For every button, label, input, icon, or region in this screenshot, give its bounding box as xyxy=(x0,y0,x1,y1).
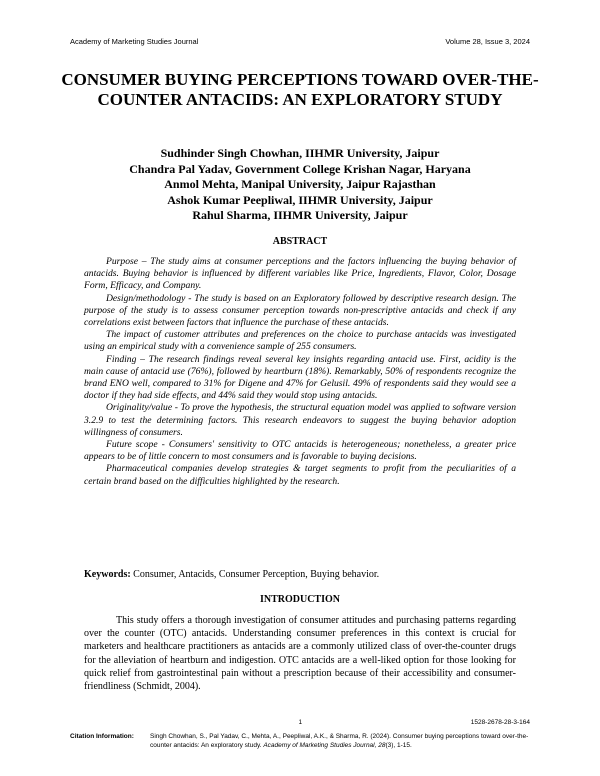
introduction-heading: INTRODUCTION xyxy=(259,594,340,605)
citation-main: Singh Chowhan, S., Pal Yadav, C., Mehta, A., Peepliwal, A.K., & Sharma, R. (2024). Consumer buying perceptions toward over-the-counter antacids: An exploratory study. xyxy=(150,733,529,749)
author-line: Ashok Kumar Peepliwal, IIHMR University, Jaipur xyxy=(167,192,433,207)
volume-issue: Volume 28, Issue 3, 2024 xyxy=(445,37,530,46)
keywords-label: Keywords: xyxy=(84,569,131,580)
citation-text xyxy=(150,733,530,750)
citation-journal: Academy of Marketing Studies Journal, 28 xyxy=(263,741,386,749)
author-line: Anmol Mehta, Manipal University, Jaipur Rajasthan xyxy=(164,177,436,192)
citation-label: Citation Information: xyxy=(70,733,134,740)
citation-tail: (3), 1-15. xyxy=(385,741,412,749)
abstract-paragraph: Originality/value - To prove the hypothesis, the structural equation model was applied to software version 3.2.9 to test the determining factors. This research endeavors to suggest the buying behavior adoption willingness of consumers. xyxy=(84,402,516,438)
issn: 1528-2678-28-3-164 xyxy=(470,719,530,726)
author-line: Rahul Sharma, IIHMR University, Jaipur xyxy=(192,208,408,223)
abstract-paragraph: Finding – The research findings reveal several key insights regarding antacid use. First, acidity is the main cause of antacid use (76%), followed by heartburn (18%). Remarkably, 50% of respondents recognize the brand ENO well, compared to 31% for Digene and 47% for Gelusil. 49% of respondents said they would see a doctor if they had side effects, and 44% said they would stop using antacids. xyxy=(84,353,516,402)
page-footer xyxy=(70,719,530,726)
abstract-paragraph: The impact of customer attributes and preferences on the choice to purchase antacids was investigated using an empirical study with a convenience sample of 255 consumers. xyxy=(84,329,516,353)
paper-title: CONSUMER BUYING PERCEPTIONS TOWARD OVER-THE-COUNTER ANTACIDS: AN EXPLORATORY STUDY xyxy=(61,70,539,109)
author-line: Chandra Pal Yadav, Government College Krishan Nagar, Haryana xyxy=(129,161,471,176)
abstract-paragraph: Purpose – The study aims at consumer perceptions and the factors influencing the buying behavior of antacids. Buying behavior is influenced by different variables like Price, Ingredients, Flavor, Color, Dosage Form, Efficacy, and Company. xyxy=(84,256,516,292)
abstract-heading: ABSTRACT xyxy=(272,236,328,247)
author-list xyxy=(60,146,540,224)
page-number: 1 xyxy=(298,719,303,726)
abstract-paragraph: Design/methodology - The study is based on an Exploratory followed by descriptive research design. The purpose of the study is to assess consumer perception towards non-prescriptive antacids and check if any correlations exist between factors that influence the purchase of these antacids. xyxy=(84,292,516,329)
citation-info xyxy=(70,733,530,750)
author-line: Sudhinder Singh Chowhan, IIHMR University, Jaipur xyxy=(160,146,440,160)
abstract-paragraph: Future scope - Consumers' sensitivity to OTC antacids is heterogeneous; nonetheless, a greater price appears to be of little concern to most consumers and is favorable to buying decisions. xyxy=(84,439,516,463)
keywords xyxy=(84,568,516,581)
journal-name: Academy of Marketing Studies Journal xyxy=(70,37,199,46)
introduction-body xyxy=(84,614,516,693)
abstract-body xyxy=(84,256,516,488)
keywords-text: Consumer, Antacids, Consumer Perception, Buying behavior. xyxy=(133,569,380,580)
running-header xyxy=(70,37,530,46)
introduction-paragraph: This study offers a thorough investigation of consumer attitudes and purchasing patterns regarding over the counter (OTC) antacids. Understanding consumer preferences in this context is crucial for marketers and healthcare practitioners as antacids are a commonly utilized class of over-the-counter drugs for the alleviation of heartburn and indigestion. OTC antacids are a well-liked option for those looking for quick relief from gastrointestinal pain without a prescription because of their accessibility and consumer-friendliness (Schmidt, 2004). xyxy=(84,615,516,693)
abstract-paragraph: Pharmaceutical companies develop strategies & target segments to profit from the peculiarities of a certain brand based on the difficulties highlighted by the research. xyxy=(84,463,516,487)
